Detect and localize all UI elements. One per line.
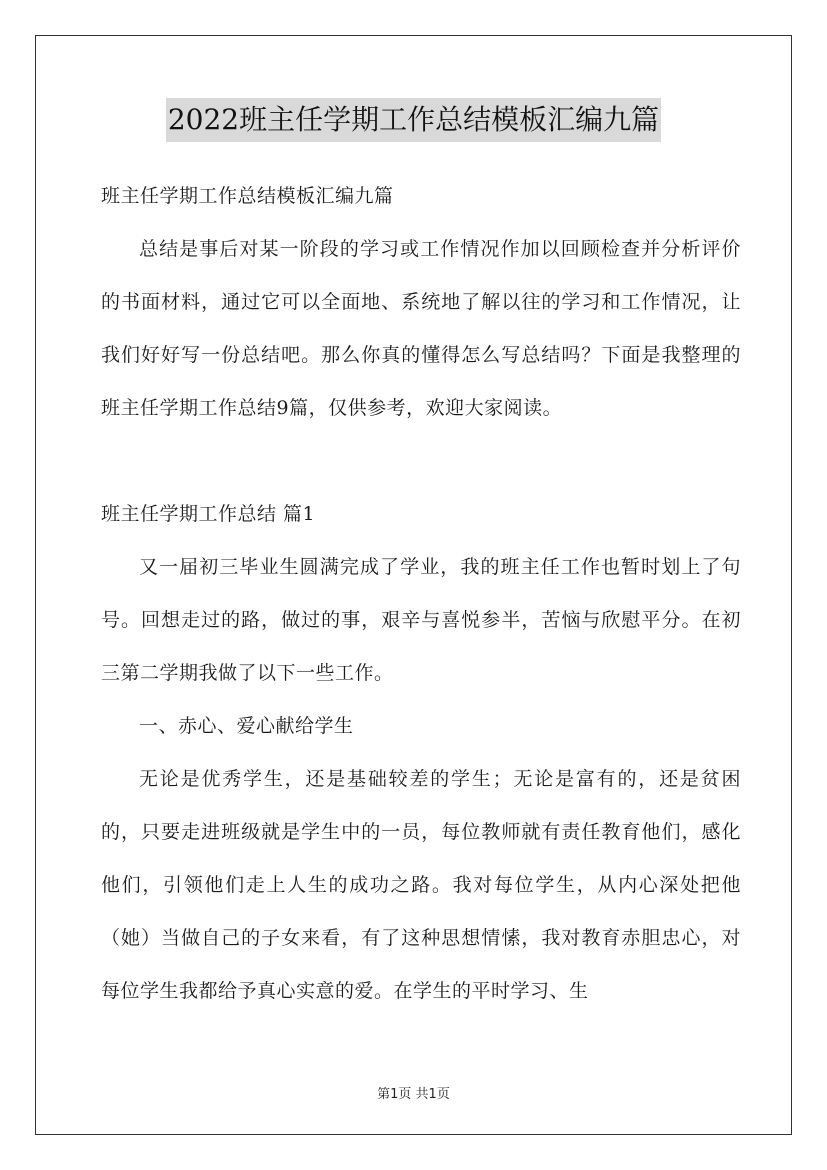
intro-paragraph: 总结是事后对某一阶段的学习或工作情况作加以回顾检查并分析评价的书面材料，通过它可以全面地、系统地了解以往的学习和工作情况，让我们好好写一份总结吧。那么你真的懂得怎么写总结吗？下面是我整理的班主任学期工作总结9篇，仅供参考，欢迎大家阅读。 bbox=[101, 238, 741, 419]
section-1-paragraph-2: 无论是优秀学生，还是基础较差的学生；无论是富有的，还是贫困的，只要走进班级就是学生中的一员，每位教师就有责任教育他们，感化他们，引领他们走上人生的成功之路。我对每位学生，从内心深处把他（她）当做自己的子女来看，有了这种思想情愫，我对教育赤胆忠心，对每位学生我都给予真心实意的爱。在学生的平时学习、生 bbox=[101, 768, 741, 1002]
document-title: 2022班主任学期工作总结模板汇编九篇 bbox=[166, 98, 661, 142]
page-footer bbox=[0, 1083, 827, 1102]
section-1-paragraph-1: 又一届初三毕业生圆满完成了学业，我的班主任工作也暂时划上了句号。回想走过的路，做过的事，艰辛与喜悦参半，苦恼与欣慰平分。在初三第二学期我做了以下一些工作。 bbox=[101, 556, 741, 684]
section-1-heading-1: 一、赤心、爱心献给学生 bbox=[139, 715, 354, 737]
document-body bbox=[101, 170, 741, 1018]
page-number: 第1页 共1页 bbox=[377, 1087, 450, 1102]
title-wrapper bbox=[0, 98, 827, 142]
section-1-title: 班主任学期工作总结 篇1 bbox=[101, 503, 316, 525]
document-subtitle: 班主任学期工作总结模板汇编九篇 bbox=[101, 185, 394, 207]
